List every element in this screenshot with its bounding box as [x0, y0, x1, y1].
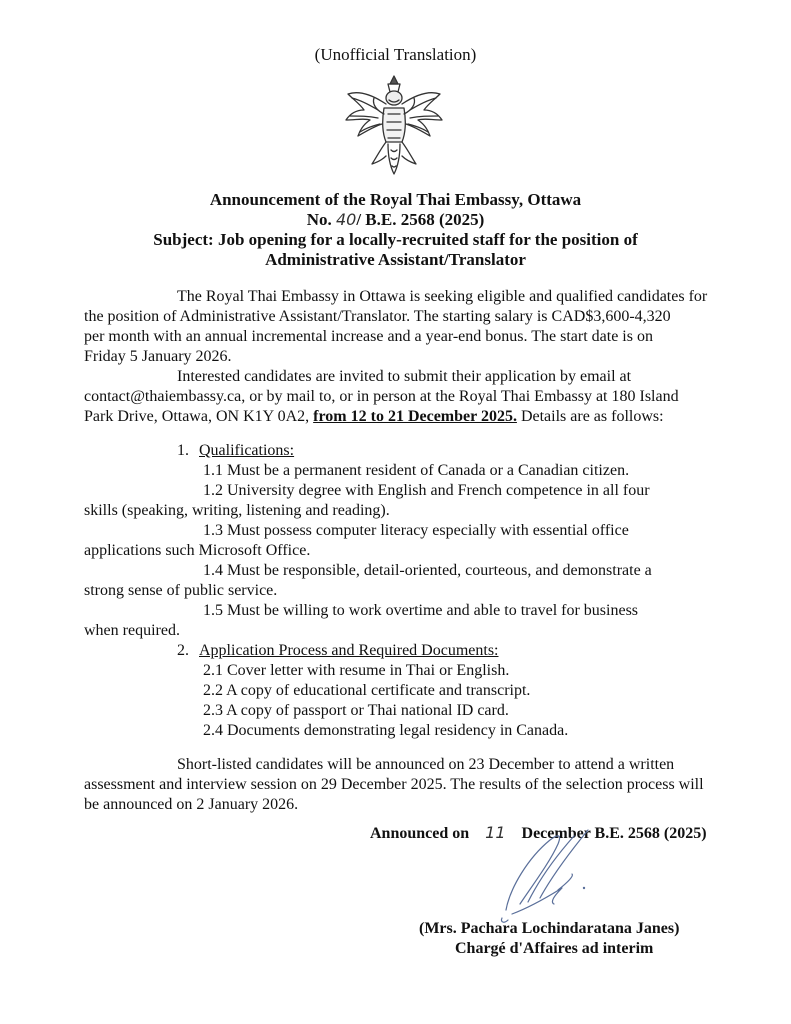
- announced-suffix: December B.E. 2568 (2025): [521, 825, 707, 842]
- paragraph-2-line-2: contact@thaiembassy.ca, or by mail to, or in person at the Royal Thai Embassy at 180 Island: [84, 388, 679, 405]
- number-suffix: / B.E. 2568 (2025): [356, 210, 485, 229]
- handwritten-number: 40: [335, 210, 357, 229]
- subject-line-2: Administrative Assistant/Translator: [265, 250, 526, 269]
- qualification-1-4-line-1: 1.4 Must be responsible, detail-oriented, courteous, and demonstrate a: [203, 562, 652, 579]
- details-follow-text: Details are as follows:: [520, 408, 664, 425]
- section-1-title: Qualifications:: [199, 442, 295, 459]
- paragraph-1-line-4: Friday 5 January 2026.: [84, 348, 232, 365]
- section-1-number: 1.: [177, 442, 189, 459]
- announcement-number: [0, 209, 791, 230]
- section-2-heading: [177, 641, 499, 661]
- subject-line-1: Subject: Job opening for a locally-recruited staff for the position of: [153, 230, 638, 249]
- signatory-name: (Mrs. Pachara Lochindaratana Janes): [419, 920, 680, 937]
- unofficial-translation-label: (Unofficial Translation): [314, 45, 477, 64]
- handwritten-day: 11: [485, 823, 506, 842]
- closing-line-2: assessment and interview session on 29 December 2025. The results of the selection process will: [84, 776, 704, 793]
- paragraph-2-line-1: Interested candidates are invited to submit their application by email at: [177, 368, 632, 385]
- document-2-4: 2.4 Documents demonstrating legal residency in Canada.: [203, 722, 569, 739]
- closing-line-3: be announced on 2 January 2026.: [84, 796, 299, 813]
- paragraph-1-line-1: The Royal Thai Embassy in Ottawa is seeking eligible and qualified candidates for: [177, 288, 708, 305]
- qualification-1-5-line-2: when required.: [84, 622, 180, 639]
- application-period: from 12 to 21 December 2025.: [313, 408, 517, 425]
- section-1-heading: [177, 441, 294, 461]
- section-2-number: 2.: [177, 642, 189, 659]
- qualification-1-2-line-1: 1.2 University degree with English and French competence in all four: [203, 482, 650, 499]
- announcement-title: Announcement of the Royal Thai Embassy, Ottawa: [209, 190, 582, 209]
- number-prefix: No.: [306, 210, 332, 229]
- qualification-1-3-line-2: applications such Microsoft Office.: [84, 542, 311, 559]
- document-2-1: 2.1 Cover letter with resume in Thai or English.: [203, 662, 510, 679]
- paragraph-1-line-3: per month with an annual incremental increase and a year-end bonus. The start date is on: [84, 328, 653, 345]
- closing-line-1: Short-listed candidates will be announced on 23 December to attend a written: [177, 756, 675, 773]
- garuda-emblem-icon: [338, 70, 450, 182]
- qualification-1-3-line-1: 1.3 Must possess computer literacy especially with essential office: [203, 522, 629, 539]
- section-2-title: Application Process and Required Documents:: [199, 642, 499, 659]
- qualification-1-4-line-2: strong sense of public service.: [84, 582, 278, 599]
- qualification-1-1: 1.1 Must be a permanent resident of Canada or a Canadian citizen.: [203, 462, 630, 479]
- handwritten-signature: [488, 818, 618, 928]
- document-2-2: 2.2 A copy of educational certificate and transcript.: [203, 682, 531, 699]
- paragraph-2-line-3: [84, 407, 664, 427]
- paragraph-1-line-2: the position of Administrative Assistant/Translator. The starting salary is CAD$3,600-4,320: [84, 308, 671, 325]
- qualification-1-5-line-1: 1.5 Must be willing to work overtime and able to travel for business: [203, 602, 639, 619]
- document-2-3: 2.3 A copy of passport or Thai national ID card.: [203, 702, 509, 719]
- signatory-position: Chargé d'Affaires ad interim: [455, 940, 654, 957]
- qualification-1-2-line-2: skills (speaking, writing, listening and reading).: [84, 502, 390, 519]
- announced-prefix: Announced on: [370, 825, 470, 842]
- address-text: Park Drive, Ottawa, ON K1Y 0A2,: [84, 408, 310, 425]
